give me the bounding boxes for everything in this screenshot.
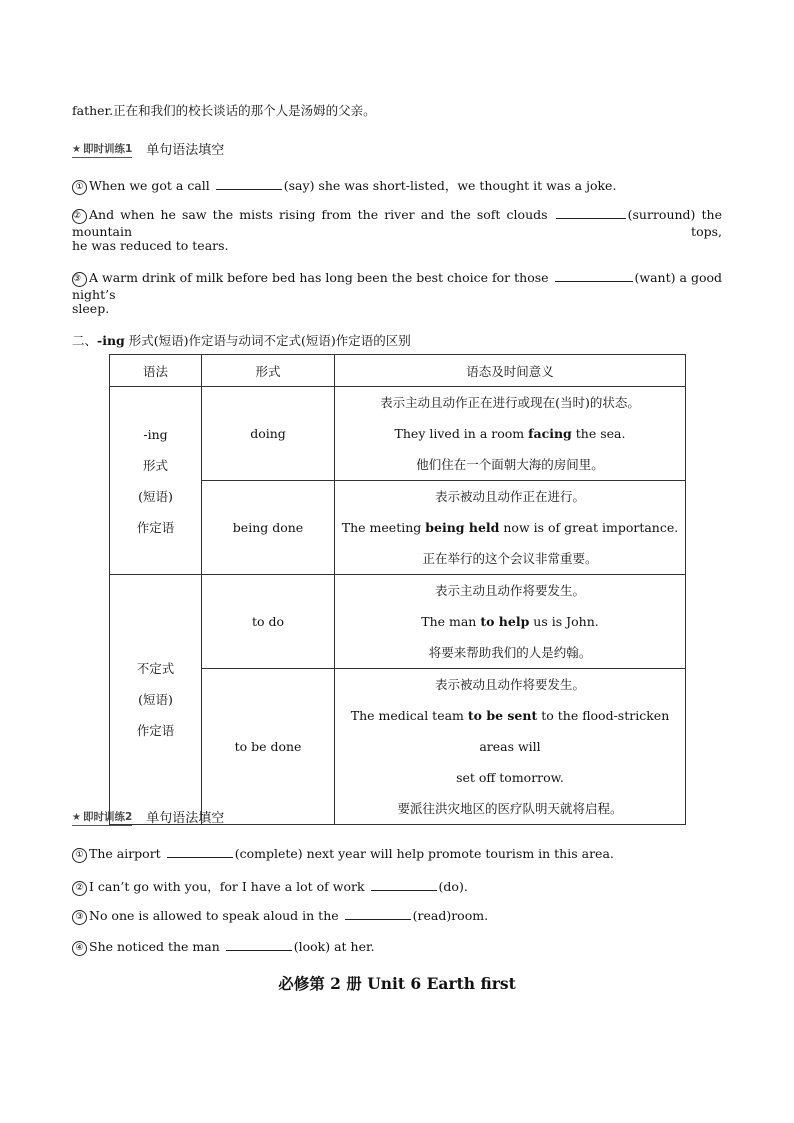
answer-blank[interactable] [226,939,292,951]
meaning-cell [335,575,686,669]
example-pre: The man [421,614,481,629]
practice1-item-2-cont: he was reduced to tears. [72,238,229,253]
practice2-item-4 [72,939,375,956]
item-number: ③ [72,272,87,287]
intro-line: father.正在和我们的校长谈话的那个人是汤姆的父亲。 [72,103,376,118]
practice1-header [72,139,224,158]
label-line: -ing [143,426,168,442]
item-text-before: I can’t go with you，for I have a lot of work [89,879,369,894]
example-pre: The medical team [350,708,468,723]
label-line: 形式 [142,457,168,473]
item-text-after: (look) at her. [293,939,375,954]
grammar-table [109,354,686,825]
star-icon: ★ [72,144,81,155]
section2-prefix: 二、 [72,333,98,348]
item-number: ④ [72,941,87,956]
example-post: us is John. [529,614,599,629]
practice2-header [72,807,224,826]
practice2-item-2 [72,877,468,896]
example-bold: being held [425,520,500,535]
answer-blank[interactable] [216,178,282,190]
header-meaning: 语态及时间意义 [335,355,686,387]
item-number: ② [72,881,87,896]
table-row [110,575,686,669]
item-text-after: (say) she was short-listed，we thought it was a joke. [283,178,617,193]
label-line: 作定语 [136,723,175,738]
practice1-item-3 [72,270,722,302]
translation-text: 将要来帮助我们的人是约翰。 [428,645,592,660]
answer-blank[interactable] [167,846,233,858]
item-text-after: (complete) next year will help promote tourism in this area. [234,846,614,861]
answer-blank[interactable] [556,207,626,219]
form-cell: to be done [202,669,335,825]
label-line: 作定语 [136,519,175,535]
practice1-item-2 [72,207,722,239]
meaning-text: 表示主动且动作将要发生。 [434,583,585,598]
item-text-before: A warm drink of milk before bed has long been the best choice for those [89,270,553,285]
section2-heading [72,331,411,349]
example-post: now is of great importance. [499,520,679,535]
practice1-item-1 [72,176,616,195]
practice2-item-3 [72,908,488,925]
answer-blank[interactable] [345,908,411,920]
label-line: (短语) [138,488,173,504]
label-line: (短语) [138,692,173,707]
answer-blank[interactable] [371,879,437,891]
practice1-heading: 单句语法填空 [146,143,225,158]
translation-text: 要派往洪灾地区的医疗队明天就将启程。 [397,801,623,816]
practice1-tag-text: 即时训练1 [82,143,133,155]
practice2-item-1 [72,846,614,863]
item-number: ② [72,209,87,224]
item-text-after: (read)room. [412,908,489,923]
item-text-before: And when he saw the mists rising from the river and the soft clouds [89,207,554,222]
form-cell: being done [202,481,335,575]
item-text-before: She noticed the man [89,939,224,954]
ing-label-cell [110,387,202,575]
meaning-cell [335,669,686,825]
header-form: 形式 [202,355,335,387]
section2-rest: 形式(短语)作定语与动词不定式(短语)作定语的区别 [124,333,411,348]
answer-blank[interactable] [555,270,633,282]
item-text-after: (do). [438,879,468,894]
table-header-row [110,355,686,387]
practice2-heading: 单句语法填空 [146,811,225,826]
meaning-text: 表示主动且动作正在进行或现在(当时)的状态。 [380,395,640,410]
example-sentence [339,418,681,449]
translation-text: 正在举行的这个会议非常重要。 [422,551,598,566]
example-sentence [339,606,681,637]
example-pre: The meeting [341,520,426,535]
header-grammar: 语法 [110,355,202,387]
form-cell: to do [202,575,335,669]
example-post: to the flood-stricken areas will [479,708,670,754]
practice2-tag-text: 即时训练2 [82,811,133,823]
meaning-text: 表示被动且动作正在进行。 [434,489,585,504]
meaning-cell [335,481,686,575]
item-number: ① [72,848,87,863]
practice1-tag [72,141,132,158]
label-line: 不定式 [136,661,175,676]
infinitive-label-cell [110,575,202,825]
star-icon: ★ [72,812,81,823]
translation-text: 他们住在一个面朝大海的房间里。 [416,457,604,472]
item-text-before: When we got a call [89,178,214,193]
meaning-cell [335,387,686,481]
practice2-tag [72,809,132,826]
example-bold: to help [480,614,530,629]
unit-title: 必修第 2 册 Unit 6 Earth first [278,974,516,993]
item-number: ③ [72,910,87,925]
meaning-text: 表示被动且动作将要发生。 [434,677,585,692]
item-text-after: (surround) the mountain tops, [72,207,723,239]
example-pre: They lived in a room [394,426,529,441]
example-post: the sea. [571,426,626,441]
form-cell: doing [202,387,335,481]
item-number: ① [72,180,87,195]
example-bold: to be sent [467,708,538,723]
table-row [110,387,686,481]
example-sentence [339,700,681,762]
item-text-after: (want) a good night’s [72,270,722,302]
item-text-before: The airport [89,846,165,861]
example-bold: facing [528,426,572,441]
section2-ing: -ing [97,333,125,348]
example-sentence-cont: set off tomorrow. [456,770,564,785]
practice1-item-3-cont: sleep. [72,301,110,316]
item-text-before: No one is allowed to speak aloud in the [89,908,343,923]
example-sentence [339,512,681,543]
